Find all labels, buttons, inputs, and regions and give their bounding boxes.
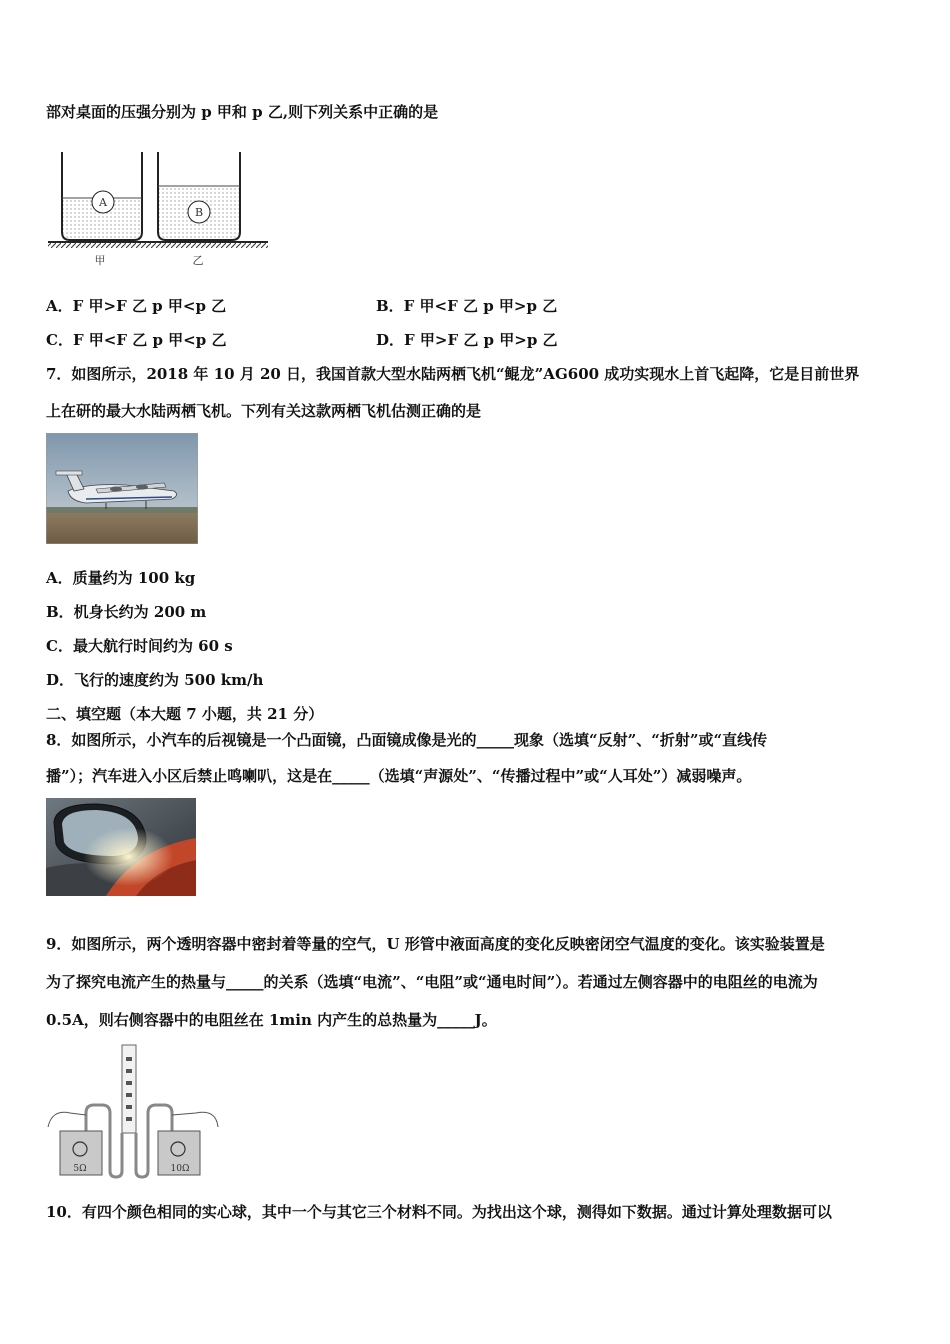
q6-option-a: A．F 甲>F 乙 p 甲<p 乙 bbox=[46, 297, 227, 315]
q9-stem-line3: 0.5A，则右侧容器中的电阻丝在 1min 内产生的总热量为_____J。 bbox=[46, 1011, 497, 1029]
q6-option-c: C．F 甲<F 乙 p 甲<p 乙 bbox=[46, 331, 227, 349]
label-yi: 乙 bbox=[192, 254, 204, 267]
q7-option-d: D．飞行的速度约为 500 km/h bbox=[46, 671, 264, 689]
section2-heading: 二、填空题（本大题 7 小题，共 21 分） bbox=[46, 705, 324, 723]
q7-option-c: C．最大航行时间约为 60 s bbox=[46, 637, 233, 655]
q8-stem-line2: 播”）；汽车进入小区后禁止鸣喇叭，这是在_____（选填“声源处”、“传播过程中”或“人耳处”）减弱噪声。 bbox=[46, 767, 752, 785]
q8-mirror-photo bbox=[46, 798, 196, 896]
q6-option-b: B．F 甲<F 乙 p 甲>p 乙 bbox=[376, 297, 558, 315]
q7-stem-line2: 上在研的最大水陆两栖飞机。下列有关这款两栖飞机估测正确的是 bbox=[46, 402, 482, 420]
q9-stem-line1: 9．如图所示，两个透明容器中密封着等量的空气，U 形管中液面高度的变化反映密闭空气温度的变化。该实验装置是 bbox=[46, 935, 825, 953]
left-resistor-label: 5Ω bbox=[73, 1164, 87, 1174]
ball-b-label: B bbox=[194, 206, 204, 219]
q9-stem-line2: 为了探究电流产生的热量与_____的关系（选填“电流”、“电阻”或“通电时间”）。若通过左侧容器中的电阻丝的电流为 bbox=[46, 973, 818, 991]
q7-stem-line1: 7．如图所示，2018 年 10 月 20 日，我国首款大型水陆两栖飞机“鲲龙”AG600 成功实现水上首飞起降，它是目前世界 bbox=[46, 365, 860, 383]
q7-option-a: A．质量约为 100 kg bbox=[46, 569, 196, 587]
q10-stem-line1: 10．有四个颜色相同的实心球，其中一个与其它三个材料不同。为找出这个球，测得如下数据。通过计算处理数据可以 bbox=[46, 1203, 832, 1221]
q8-stem-line1: 8．如图所示，小汽车的后视镜是一个凸面镜，凸面镜成像是光的_____现象（选填“反射”、“折射”或“直线传 bbox=[46, 731, 768, 749]
q6-option-d: D．F 甲>F 乙 p 甲>p 乙 bbox=[376, 331, 558, 349]
q6-stem-tail: 部对桌面的压强分别为 p 甲和 p 乙,则下列关系中正确的是 bbox=[46, 103, 439, 121]
q9-utube-figure bbox=[46, 1043, 226, 1181]
q7-aircraft-photo bbox=[46, 433, 198, 544]
ball-a-label: A bbox=[99, 196, 107, 209]
right-resistor-label: 10Ω bbox=[170, 1164, 190, 1174]
label-jia: 甲 bbox=[94, 254, 106, 267]
q6-containers-figure bbox=[46, 148, 276, 270]
q7-option-b: B．机身长约为 200 m bbox=[46, 603, 207, 621]
